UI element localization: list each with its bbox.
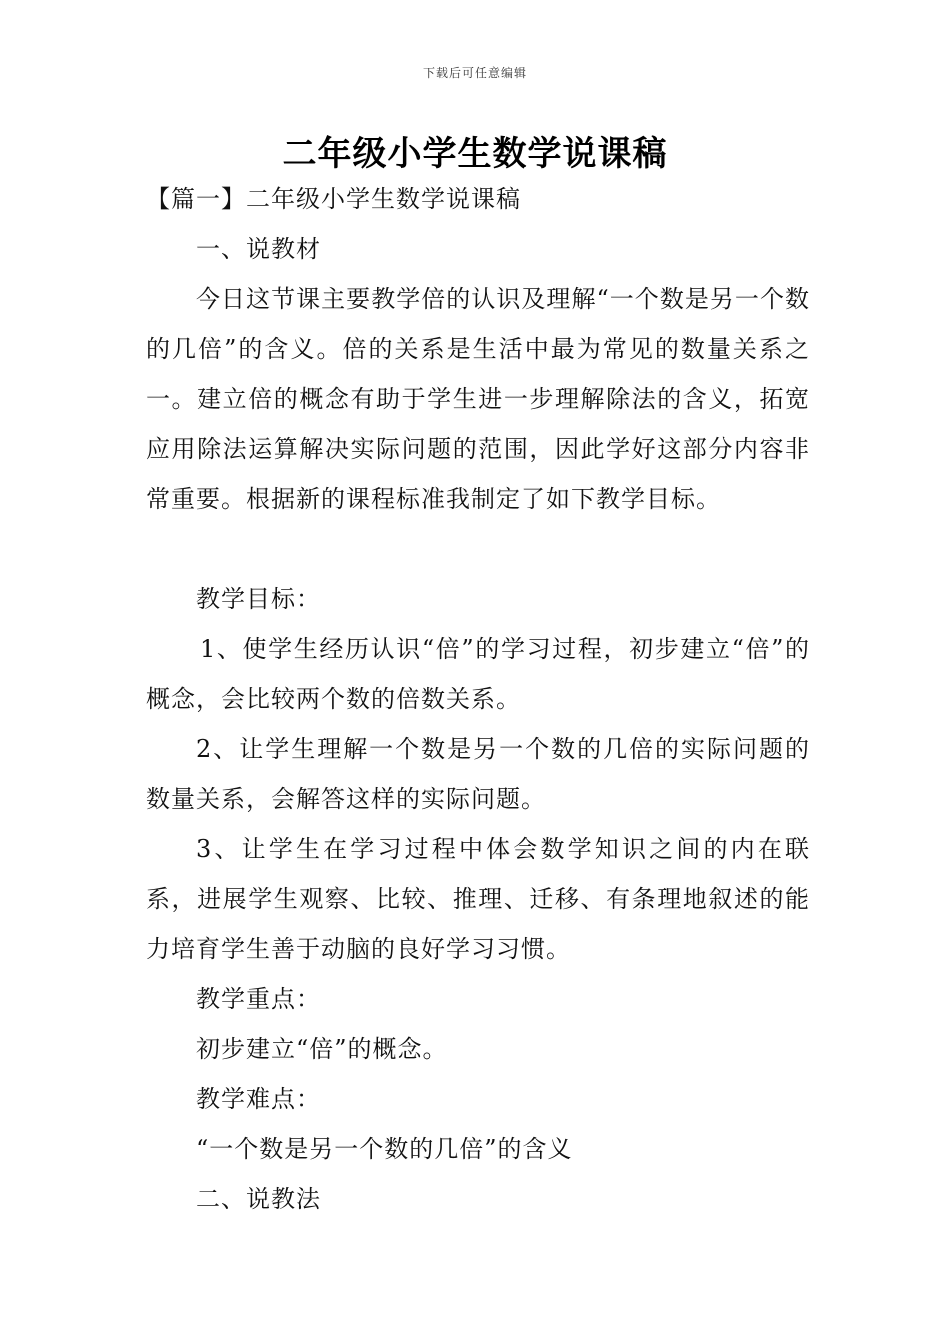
document-title: 二年级小学生数学说课稿	[282, 134, 668, 174]
teaching-goals-label: 教学目标：	[196, 585, 321, 613]
teaching-goal-3: 3、让学生在学习过程中体会数学知识之间的内在联系，进展学生观察、比较、推理、迁移、有条理地叙述的能力培育学生善于动脑的良好学习习惯。	[146, 835, 810, 963]
intro-paragraph: 今日这节课主要教学倍的认识及理解“一个数是另一个数的几倍”的含义。倍的关系是生活中最为常见的数量关系之一。建立倍的概念有助于学生进一步理解除法的含义，拓宽应用除法运算解决实际问题的范围，因此学好这部分内容非常重要。根据新的课程标准我制定了如下教学目标。	[146, 285, 810, 513]
difficulty-label: 教学难点：	[196, 1085, 321, 1113]
header-note: 下载后可任意编辑	[422, 66, 527, 80]
heading-teaching-method: 二、说教法	[196, 1185, 321, 1213]
section-label: 【篇一】二年级小学生数学说课稿	[146, 185, 521, 213]
key-point-label: 教学重点：	[196, 985, 321, 1013]
key-point-text: 初步建立“倍”的概念。	[196, 1035, 448, 1063]
teaching-goal-2: 2、让学生理解一个数是另一个数的几倍的实际问题的数量关系，会解答这样的实际问题。	[146, 735, 810, 813]
difficulty-text: “一个数是另一个数的几倍”的含义	[196, 1135, 573, 1163]
heading-teaching-material: 一、说教材	[196, 235, 321, 263]
teaching-goal-1: 1、使学生经历认识“倍”的学习过程，初步建立“倍”的概念，会比较两个数的倍数关系。	[146, 635, 810, 713]
